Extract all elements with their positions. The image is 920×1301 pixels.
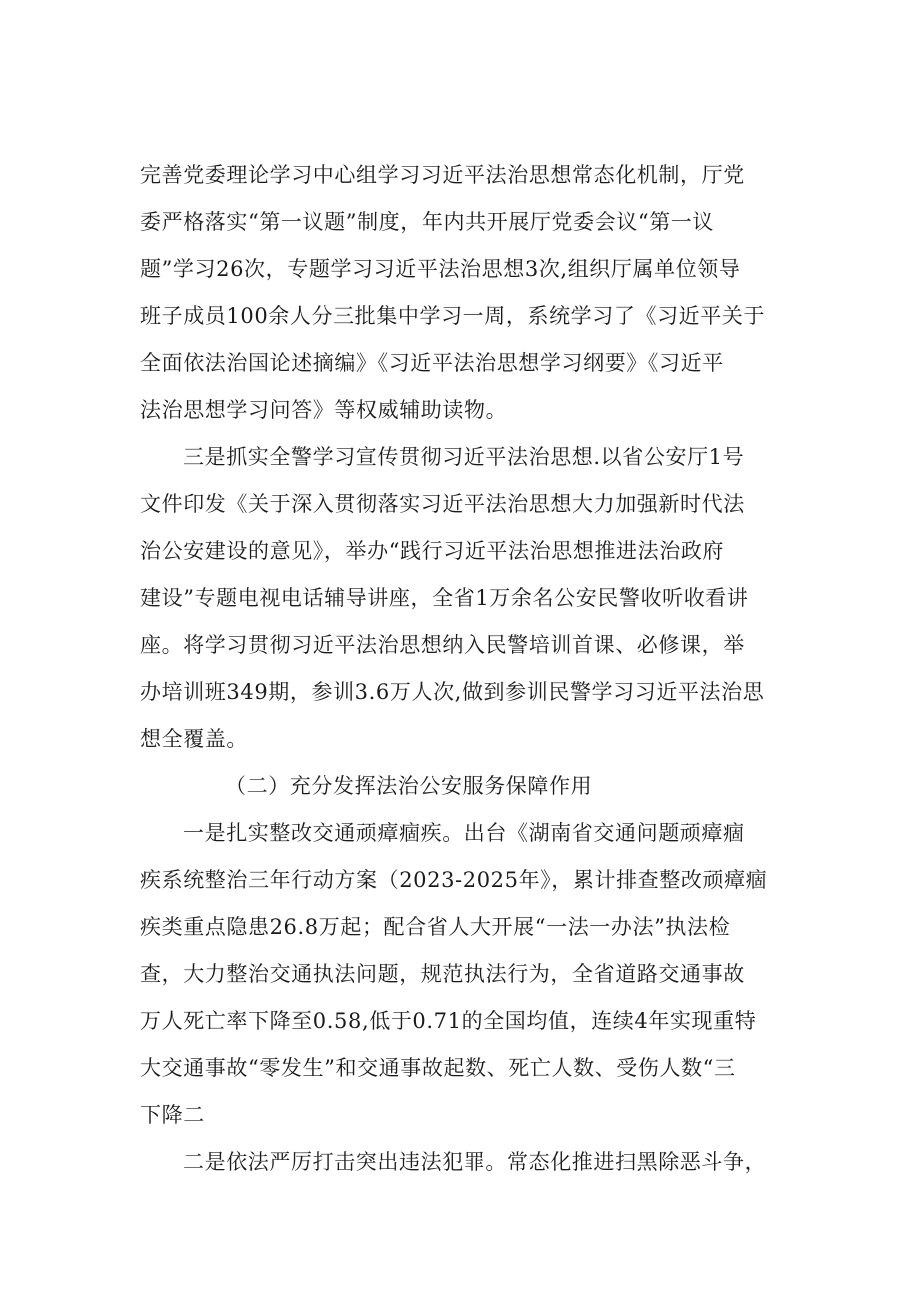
paragraph-start-line: 一是扎实整改交通顽瘴痼疾。出台《湖南省交通问题顽瘴痼: [183, 821, 745, 845]
text-line: 题”学习26次，专题学习习近平法治思想3次,组织厅属单位领导: [140, 257, 741, 281]
text-line: 治公安建设的意见》，举办“践行习近平法治思想推进法治政府: [140, 539, 725, 563]
text-line: 办培训班349期，参训3.6万人次,做到参训民警学习习近平法治思: [140, 680, 765, 704]
text-line: 下降二: [140, 1103, 205, 1127]
text-line: 法治思想学习问答》等权威辅助读物。: [140, 398, 508, 422]
text-line: 万人死亡率下降至0.58,低于0.71的全国均值，连续4年实现重特: [140, 1009, 757, 1033]
text-line: 大交通事故“零发生”和交通事故起数、死亡人数、受伤人数“三: [140, 1056, 736, 1080]
paragraph-start-line: 二是依法严厉打击突出违法犯罪。常态化推进扫黑除恶斗争，: [183, 1150, 767, 1174]
text-line: 文件印发《关于深入贯彻落实习近平法治思想大力加强新时代法: [140, 492, 745, 516]
text-line: 疾类重点隐患26.8万起；配合省人大开展“一法一办法”执法检: [140, 915, 731, 939]
text-line: 委严格落实“第一议题”制度，年内共开展厅党委会议“第一议: [140, 210, 715, 234]
text-line: 班子成员100余人分三批集中学习一周，系统学习了《习近平关于: [140, 304, 766, 328]
text-line: 想全覆盖。: [140, 727, 248, 751]
section-heading: （二）充分发挥法治公安服务保障作用: [225, 774, 593, 798]
text-line: 查，大力整治交通执法问题，规范执法行为，全省道路交通事故: [140, 962, 745, 986]
text-line: 完善党委理论学习中心组学习习近平法治思想常态化机制，厅党: [140, 163, 745, 187]
text-line: 建设”专题电视电话辅导讲座，全省1万余名公安民警收听收看讲: [140, 586, 749, 610]
paragraph-start-line: 三是抓实全警学习宣传贯彻习近平法治思想.以省公安厅1号: [183, 445, 745, 469]
text-line: 疾系统整治三年行动方案（2023-2025年》，累计排查整改顽瘴痼: [140, 868, 768, 892]
text-line: 座。将学习贯彻习近平法治思想纳入民警培训首课、必修课，举: [140, 633, 745, 657]
body-text: [140, 152, 820, 1186]
text-line: 全面依法治国论述摘编》《习近平法治思想学习纲要》《习近平: [140, 351, 724, 375]
